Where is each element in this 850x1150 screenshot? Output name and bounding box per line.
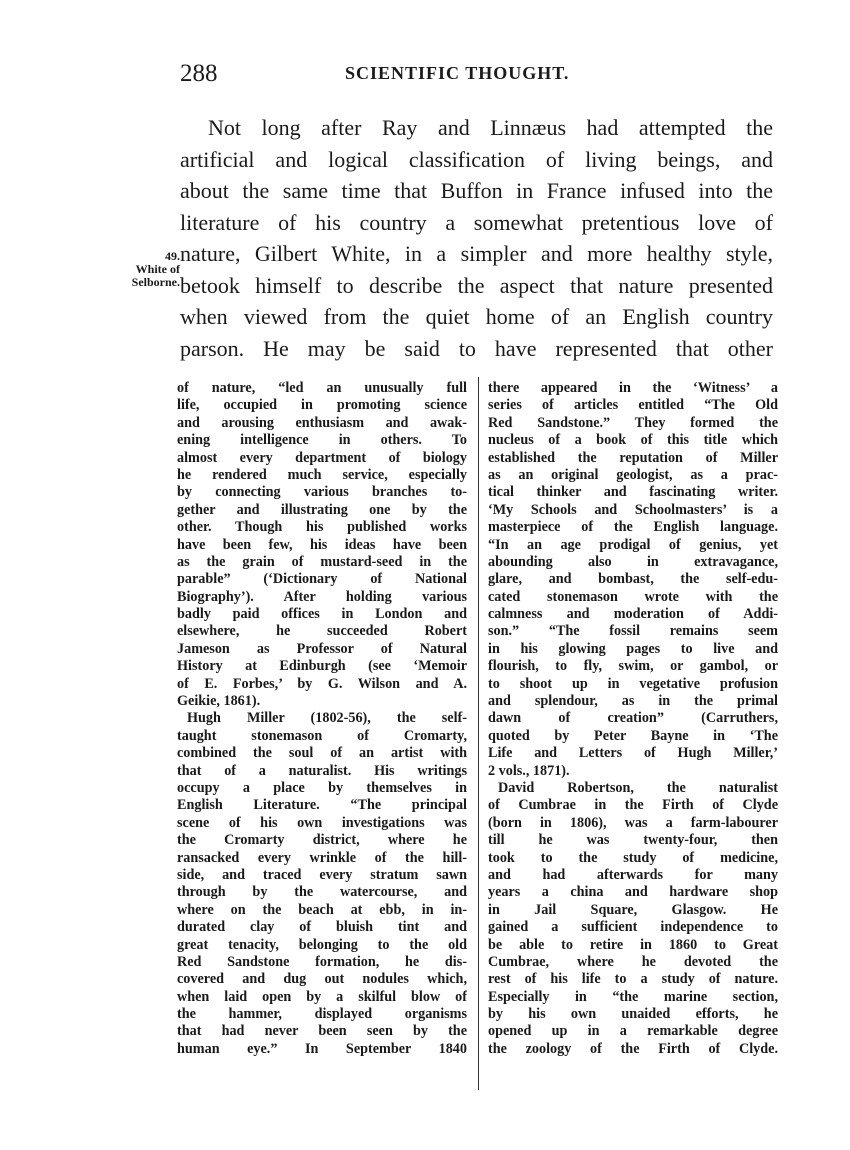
footnote-line: be able to retire in 1860 to Great [488,936,778,953]
main-text-line: Not long after Ray and Linnæus had attempted the [208,115,773,140]
footnote-line: ransacked every wrinkle of the hill- [177,849,467,866]
footnote-line: the Cromarty district, where he [177,832,467,849]
footnote-line: Biography’). After holding various [177,588,467,605]
footnote-line: elsewhere, he succeeded Robert [177,623,467,640]
footnote-line: great tenacity, belonging to the old [177,936,467,953]
footnote-line: by his own unaided efforts, he [488,1006,778,1023]
footnote-line: when laid open by a skilful blow of [177,988,467,1005]
footnote-line: and had afterwards for many [488,866,778,883]
footnote-line: combined the soul of an artist with [177,745,467,762]
footnote-line: Red Sandstone formation, he dis- [177,953,467,970]
footnote-line: gained a sufficient independence to [488,919,778,936]
footnote-line: durated clay of bluish tint and [177,919,467,936]
footnote-line: to shoot up in vegetative profusion [488,675,778,692]
footnote-line: calmness and moderation of Addi- [488,606,778,623]
footnote-line: badly paid offices in London and [177,606,467,623]
page-number: 288 [180,60,218,87]
footnote-line: occupy a place by themselves in [177,779,467,796]
footnote-line: tical thinker and fascinating writer. [488,484,778,501]
footnote-line: that of a naturalist. His writings [177,762,467,779]
footnote-line: dawn of creation” (Carruthers, [488,710,778,727]
footnote-column-right [488,380,778,1058]
footnote-line: opened up in a remarkable degree [488,1023,778,1040]
footnote-line: have been few, his ideas have been [177,536,467,553]
footnote-line: he rendered much service, especially [177,466,467,483]
footnote-line: till he was twenty-four, then [488,832,778,849]
main-text-line: nature, Gilbert White, in a simpler and more healthy style, [180,241,773,266]
footnote-line: rest of his life to a study of nature. [488,971,778,988]
footnote-line: History at Edinburgh (see ‘Memoir [177,658,467,675]
footnote-line: years a china and hardware shop [488,884,778,901]
footnote-line: parable” (‘Dictionary of National [177,571,467,588]
footnote-line: nucleus of a book of this title which [488,432,778,449]
footnote-line: where on the beach at ebb, in in- [177,901,467,918]
footnote-line: there appeared in the ‘Witness’ a [488,380,778,396]
main-text-line: betook himself to describe the aspect that nature presented [180,272,773,298]
footnote-line: by connecting various branches to- [177,484,467,501]
footnote-line: took to the study of medicine, [488,849,778,866]
footnote-line: in Jail Square, Glasgow. He [488,901,778,918]
main-paragraph [180,112,773,364]
footnote-line: quoted by Peter Bayne in ‘The [488,727,778,744]
main-text-line: about the same time that Buffon in France infused into the [180,178,773,203]
footnote-line: glare, and bombast, the self-edu- [488,571,778,588]
footnote-line: and splendour, as in the primal [488,693,778,710]
footnote-line: Hugh Miller (1802-56), the self- [187,710,467,727]
footnote-line: Life and Letters of Hugh Miller,’ [488,745,778,762]
footnote-line: established the reputation of Miller [488,449,778,466]
main-text-line: artificial and logical classification of living beings, and [180,146,773,172]
footnote-line: of E. Forbes,’ by G. Wilson and A. [177,675,467,692]
footnote-line: taught stonemason of Cromarty, [177,727,467,744]
footnote-line: that had never been seen by the [177,1023,467,1040]
footnote-line: son.” “The fossil remains seem [488,623,778,640]
footnote-line: the zoology of the Firth of Clyde. [488,1040,778,1057]
footnote-line: David Robertson, the naturalist [498,779,778,796]
footnote-line: ‘My Schools and Schoolmasters’ is a [488,501,778,518]
footnote-line: ening intelligence in others. To [177,432,467,449]
footnote-line: as an original geologist, as a prac- [488,466,778,483]
footnote-line: and arousing enthusiasm and awak- [177,414,467,431]
footnote-line: Especially in “the marine section, [488,988,778,1005]
footnote-line: side, and traced every stratum sawn [177,866,467,883]
footnote-line: the hammer, displayed organisms [177,1006,467,1023]
footnote-column-left [177,380,467,1058]
footnote-line: Red Sandstone.” They formed the [488,414,778,431]
footnote-line: series of articles entitled “The Old [488,397,778,414]
footnote-line: Cumbrae, where he devoted the [488,953,778,970]
footnote-line: “In an age prodigal of genius, yet [488,536,778,553]
footnote-line: through by the watercourse, and [177,884,467,901]
page-header [180,60,780,90]
column-divider [478,377,479,1090]
footnote-line: of Cumbrae in the Firth of Clyde [488,797,778,814]
footnote-line: as the grain of mustard-seed in the [177,553,467,570]
running-title: SCIENTIFIC THOUGHT. [345,63,570,83]
footnote-line: flourish, to fly, swim, or gambol, or [488,658,778,675]
footnote-line: (born in 1806), was a farm-labourer [488,814,778,831]
footnote-line: 2 vols., 1871). [488,762,570,779]
footnote-line: abounding also in extravagance, [488,553,778,570]
footnote-line: English Literature. “The principal [177,797,467,814]
margin-note [108,250,180,289]
footnote-line: Geikie, 1861). [177,693,261,710]
footnote-line: in his glowing pages to live and [488,640,778,657]
footnote-line: human eye.” In September 1840 [177,1040,467,1057]
footnote-line: Jameson as Professor of Natural [177,640,467,657]
footnote-line: other. Though his published works [177,519,467,536]
footnote-line: almost every department of biology [177,449,467,466]
margin-note-line-1: White of [135,262,180,276]
margin-note-number: 49. [165,249,180,263]
main-text-line: parson. He may be said to have represented that other [180,335,773,361]
margin-note-line-2: Selborne. [131,275,180,289]
footnote-line: cated stonemason wrote with the [488,588,778,605]
footnote-line: of nature, “led an unusually full [177,380,467,396]
main-text-line: when viewed from the quiet home of an English country [180,304,773,329]
footnote-line: scene of his own investigations was [177,814,467,831]
footnote-line: masterpiece of the English language. [488,519,778,536]
footnote-line: life, occupied in promoting science [177,397,467,414]
footnote-line: covered and dug out nodules which, [177,971,467,988]
footnote-line: gether and illustrating one by the [177,501,467,518]
main-text-line: literature of his country a somewhat pretentious love of [180,209,773,235]
